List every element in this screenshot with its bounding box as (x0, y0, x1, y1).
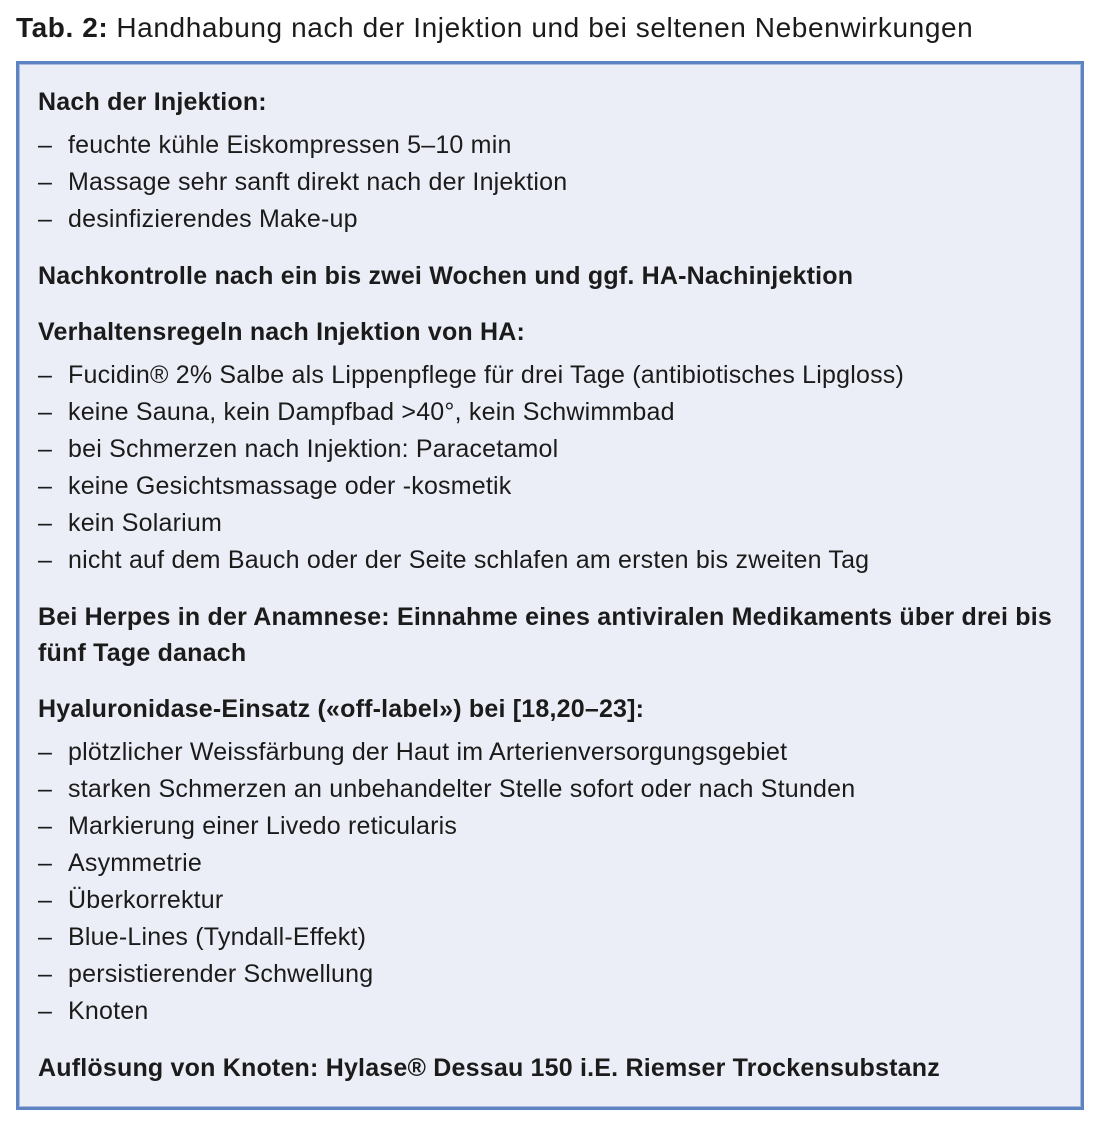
list-item (38, 357, 1059, 394)
list-item (38, 845, 1059, 882)
list-item (38, 919, 1059, 956)
dash-bullet: – (38, 886, 53, 914)
dash-bullet: – (38, 812, 53, 840)
list-item (38, 468, 1059, 505)
dash-bullet: – (38, 131, 53, 159)
dash-bullet: – (38, 168, 53, 196)
dash-bullet: – (38, 509, 53, 537)
list-item (38, 127, 1059, 164)
list-item (38, 882, 1059, 919)
list-item-text: Fucidin® 2% Salbe als Lippenpflege für drei Tage (antibiotisches Lipgloss) (68, 361, 905, 389)
list-item (38, 956, 1059, 993)
table-caption (16, 12, 1086, 44)
list-item-text: persistierender Schwellung (68, 960, 374, 988)
table-caption-label: Tab. 2: (16, 12, 109, 43)
list-item-text: Massage sehr sanft direkt nach der Injektion (68, 168, 568, 196)
info-box (16, 61, 1084, 1110)
list-item-text: nicht auf dem Bauch oder der Seite schlafen am ersten bis zweiten Tag (68, 546, 870, 574)
list-item (38, 394, 1059, 431)
list-item-text: Markierung einer Livedo reticularis (68, 812, 458, 840)
section-heading-nach-der-injektion: Nach der Injektion: (38, 88, 267, 116)
dash-bullet: – (38, 205, 53, 233)
list-item-text: desinfizierendes Make-up (68, 205, 358, 233)
section-heading-hyaluronidase-einsatz: Hyaluronidase-Einsatz («off-label») bei [18,20–23]: (38, 695, 645, 723)
dash-bullet: – (38, 472, 53, 500)
dash-bullet: – (38, 361, 53, 389)
list-item-text: plötzlicher Weissfärbung der Haut im Arterienversorgungsgebiet (68, 738, 788, 766)
list-item (38, 734, 1059, 771)
list-item-text: Knoten (68, 997, 149, 1025)
list-item-text: keine Sauna, kein Dampfbad >40°, kein Schwimmbad (68, 398, 675, 426)
dash-bullet: – (38, 849, 53, 877)
bullet-list-nach-der-injektion (38, 127, 1059, 238)
list-item-text: Überkorrektur (68, 886, 224, 914)
list-item-text: Blue-Lines (Tyndall-Effekt) (68, 923, 367, 951)
section-heading-verhaltensregeln: Verhaltensregeln nach Injektion von HA: (38, 318, 526, 346)
list-item (38, 164, 1059, 201)
list-item (38, 993, 1059, 1030)
dash-bullet: – (38, 398, 53, 426)
dash-bullet: – (38, 923, 53, 951)
bullet-list-verhaltensregeln (38, 357, 1059, 579)
dash-bullet: – (38, 775, 53, 803)
list-item (38, 542, 1059, 579)
list-item (38, 505, 1059, 542)
section-heading-nachkontrolle: Nachkontrolle nach ein bis zwei Wochen und ggf. HA-Nachinjektion (38, 262, 854, 290)
section-heading-aufloesung-von-knoten: Auflösung von Knoten: Hylase® Dessau 150 i.E. Riemser Trockensubstanz (38, 1054, 940, 1082)
list-item-text: starken Schmerzen an unbehandelter Stelle sofort oder nach Stunden (68, 775, 856, 803)
list-item-text: Asymmetrie (68, 849, 202, 877)
list-item-text: keine Gesichtsmassage oder -kosmetik (68, 472, 512, 500)
dash-bullet: – (38, 435, 53, 463)
dash-bullet: – (38, 546, 53, 574)
list-item (38, 808, 1059, 845)
list-item (38, 771, 1059, 808)
list-item-text: feuchte kühle Eiskompressen 5–10 min (68, 131, 512, 159)
table-caption-text: Handhabung nach der Injektion und bei seltenen Nebenwirkungen (116, 12, 974, 43)
dash-bullet: – (38, 997, 53, 1025)
dash-bullet: – (38, 738, 53, 766)
list-item (38, 201, 1059, 238)
bullet-list-hyaluronidase (38, 734, 1059, 1030)
section-heading-bei-herpes: Bei Herpes in der Anamnese: Einnahme eines antiviralen Medikaments über drei bis fünf Tage danach (38, 603, 1053, 667)
dash-bullet: – (38, 960, 53, 988)
list-item-text: kein Solarium (68, 509, 223, 537)
list-item-text: bei Schmerzen nach Injektion: Paracetamol (68, 435, 559, 463)
list-item (38, 431, 1059, 468)
